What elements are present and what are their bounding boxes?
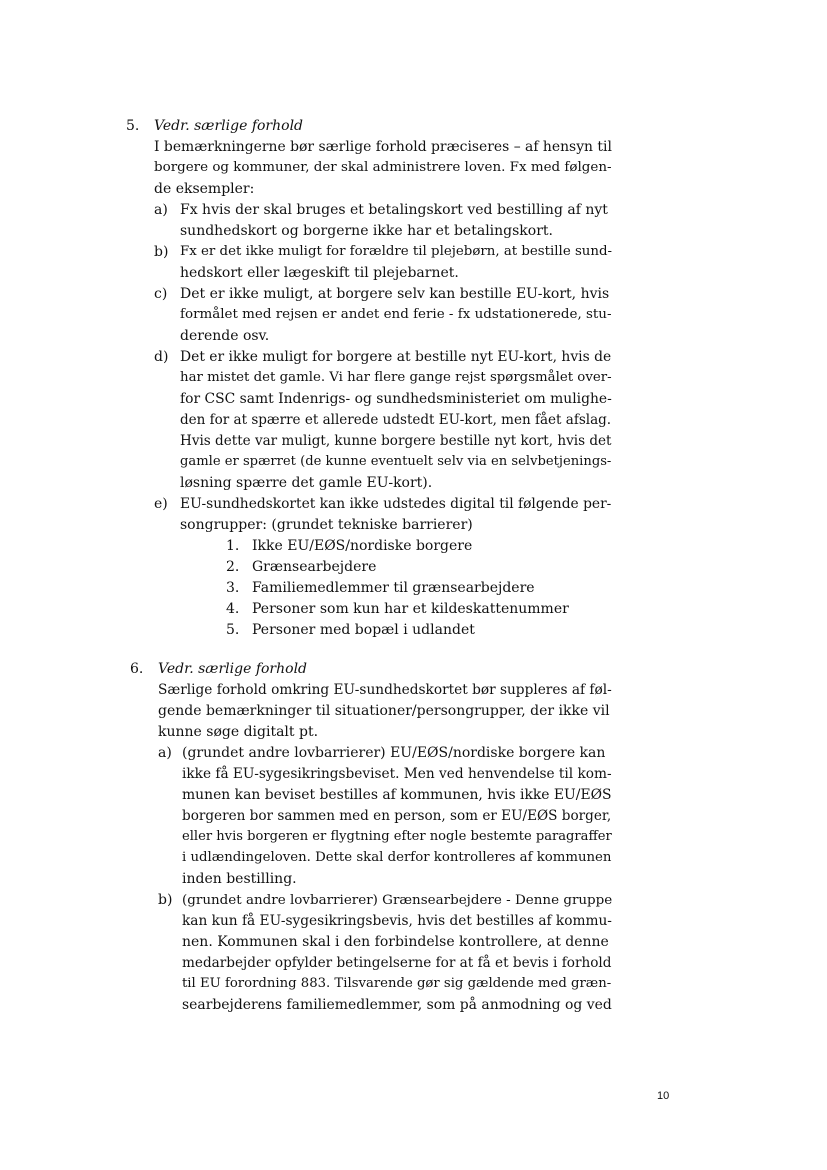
list-item-line: i udlændingeloven. Dette skal derfor kontrolleres af kommunen: [182, 850, 612, 865]
list-item-line: Fx er det ikke muligt for forældre til plejebørn, at bestille sund-: [180, 244, 613, 259]
sublist-marker: 1.: [226, 538, 240, 554]
section-6-number: 6.: [130, 661, 144, 677]
section-6-intro-line: Særlige forhold omkring EU-sundhedskortet bør suppleres af føl-: [158, 682, 612, 698]
list-item-line: eller hvis borgeren er flygtning efter nogle bestemte paragraffer: [182, 829, 612, 844]
list-item-line: searbejderens familiemedlemmer, som på anmodning og ved: [182, 997, 612, 1013]
list-item-line: kan kun få EU-sygesikringsbevis, hvis det bestilles af kommu-: [182, 913, 612, 929]
list-item-line: har mistet det gamle. Vi har flere gange rejst spørgsmålet over-: [180, 370, 612, 385]
list-marker: d): [154, 349, 169, 365]
section-6-heading: Vedr. særlige forhold: [158, 661, 308, 677]
sublist-marker: 4.: [226, 601, 240, 617]
list-marker: c): [154, 286, 168, 302]
list-marker: b): [158, 892, 173, 908]
list-item-line: hedskort eller lægeskift til plejebarnet.: [180, 265, 459, 281]
list-item-line: borgeren bor sammen med en person, som er EU/EØS borger,: [182, 808, 612, 824]
list-item-line: EU-sundhedskortet kan ikke udstedes digital til følgende per-: [180, 496, 612, 512]
list-item-line: songrupper: (grundet tekniske barrierer): [180, 517, 473, 533]
list-marker: b): [154, 244, 169, 260]
list-item-line: Hvis dette var muligt, kunne borgere bestille nyt kort, hvis det: [180, 433, 612, 449]
list-item-line: formålet med rejsen er andet end ferie - fx udstationerede, stu-: [180, 307, 612, 322]
list-item-line: sundhedskort og borgerne ikke har et betalingskort.: [180, 223, 553, 239]
section-5-intro-line: borgere og kommuner, der skal administrere loven. Fx med følgen-: [154, 160, 612, 175]
sublist-marker: 3.: [226, 580, 240, 596]
list-marker: a): [154, 202, 168, 218]
list-item-line: munen kan beviset bestilles af kommunen, hvis ikke EU/EØS: [182, 787, 612, 803]
list-item-line: gamle er spærret (de kunne eventuelt selv via en selvbetjenings-: [180, 454, 612, 469]
section-5-intro-line: I bemærkningerne bør særlige forhold præciseres – af hensyn til: [154, 139, 612, 155]
list-item-line: ikke få EU-sygesikringsbeviset. Men ved henvendelse til kom-: [182, 766, 612, 782]
sublist-item: Familiemedlemmer til grænsearbejdere: [252, 580, 535, 596]
section-6-intro-line: kunne søge digitalt pt.: [158, 724, 319, 740]
list-item-line: medarbejder opfylder betingelserne for at få et bevis i forhold: [182, 955, 612, 971]
section-5-intro-line: de eksempler:: [154, 181, 255, 197]
sublist-item: Ikke EU/EØS/nordiske borgere: [252, 538, 473, 554]
list-item-line: Fx hvis der skal bruges et betalingskort ved bestilling af nyt: [180, 202, 608, 218]
section-5-number: 5.: [126, 118, 140, 134]
list-marker: e): [154, 496, 168, 512]
list-item-line: for CSC samt Indenrigs- og sundhedsministeriet om mulighe-: [180, 391, 612, 407]
sublist-marker: 5.: [226, 622, 240, 638]
sublist-item: Personer med bopæl i udlandet: [252, 622, 475, 638]
list-item-line: løsning spærre det gamle EU-kort).: [180, 475, 433, 491]
list-item-line: derende osv.: [180, 328, 270, 344]
list-item-line: (grundet andre lovbarrierer) Grænsearbejdere - Denne gruppe: [182, 892, 613, 908]
sublist-item: Grænsearbejdere: [252, 559, 377, 575]
section-6-intro-line: gende bemærkninger til situationer/persongrupper, der ikke vil: [158, 703, 610, 719]
sublist-item: Personer som kun har et kildeskattenummer: [252, 601, 569, 617]
list-item-line: nen. Kommunen skal i den forbindelse kontrollere, at denne: [182, 934, 609, 950]
page-number: 10: [657, 1090, 670, 1102]
list-item-line: (grundet andre lovbarrierer) EU/EØS/nordiske borgere kan: [182, 745, 606, 761]
list-item-line: Det er ikke muligt, at borgere selv kan bestille EU-kort, hvis: [180, 286, 610, 302]
list-item-line: inden bestilling.: [182, 871, 297, 887]
list-item-line: Det er ikke muligt for borgere at bestille nyt EU-kort, hvis de: [180, 349, 612, 365]
sublist-marker: 2.: [226, 559, 240, 575]
section-5-heading: Vedr. særlige forhold: [154, 118, 304, 134]
list-item-line: til EU forordning 883. Tilsvarende gør sig gældende med græn-: [182, 976, 612, 991]
list-item-line: den for at spærre et allerede udstedt EU-kort, men fået afslag.: [180, 412, 612, 428]
list-marker: a): [158, 745, 172, 761]
